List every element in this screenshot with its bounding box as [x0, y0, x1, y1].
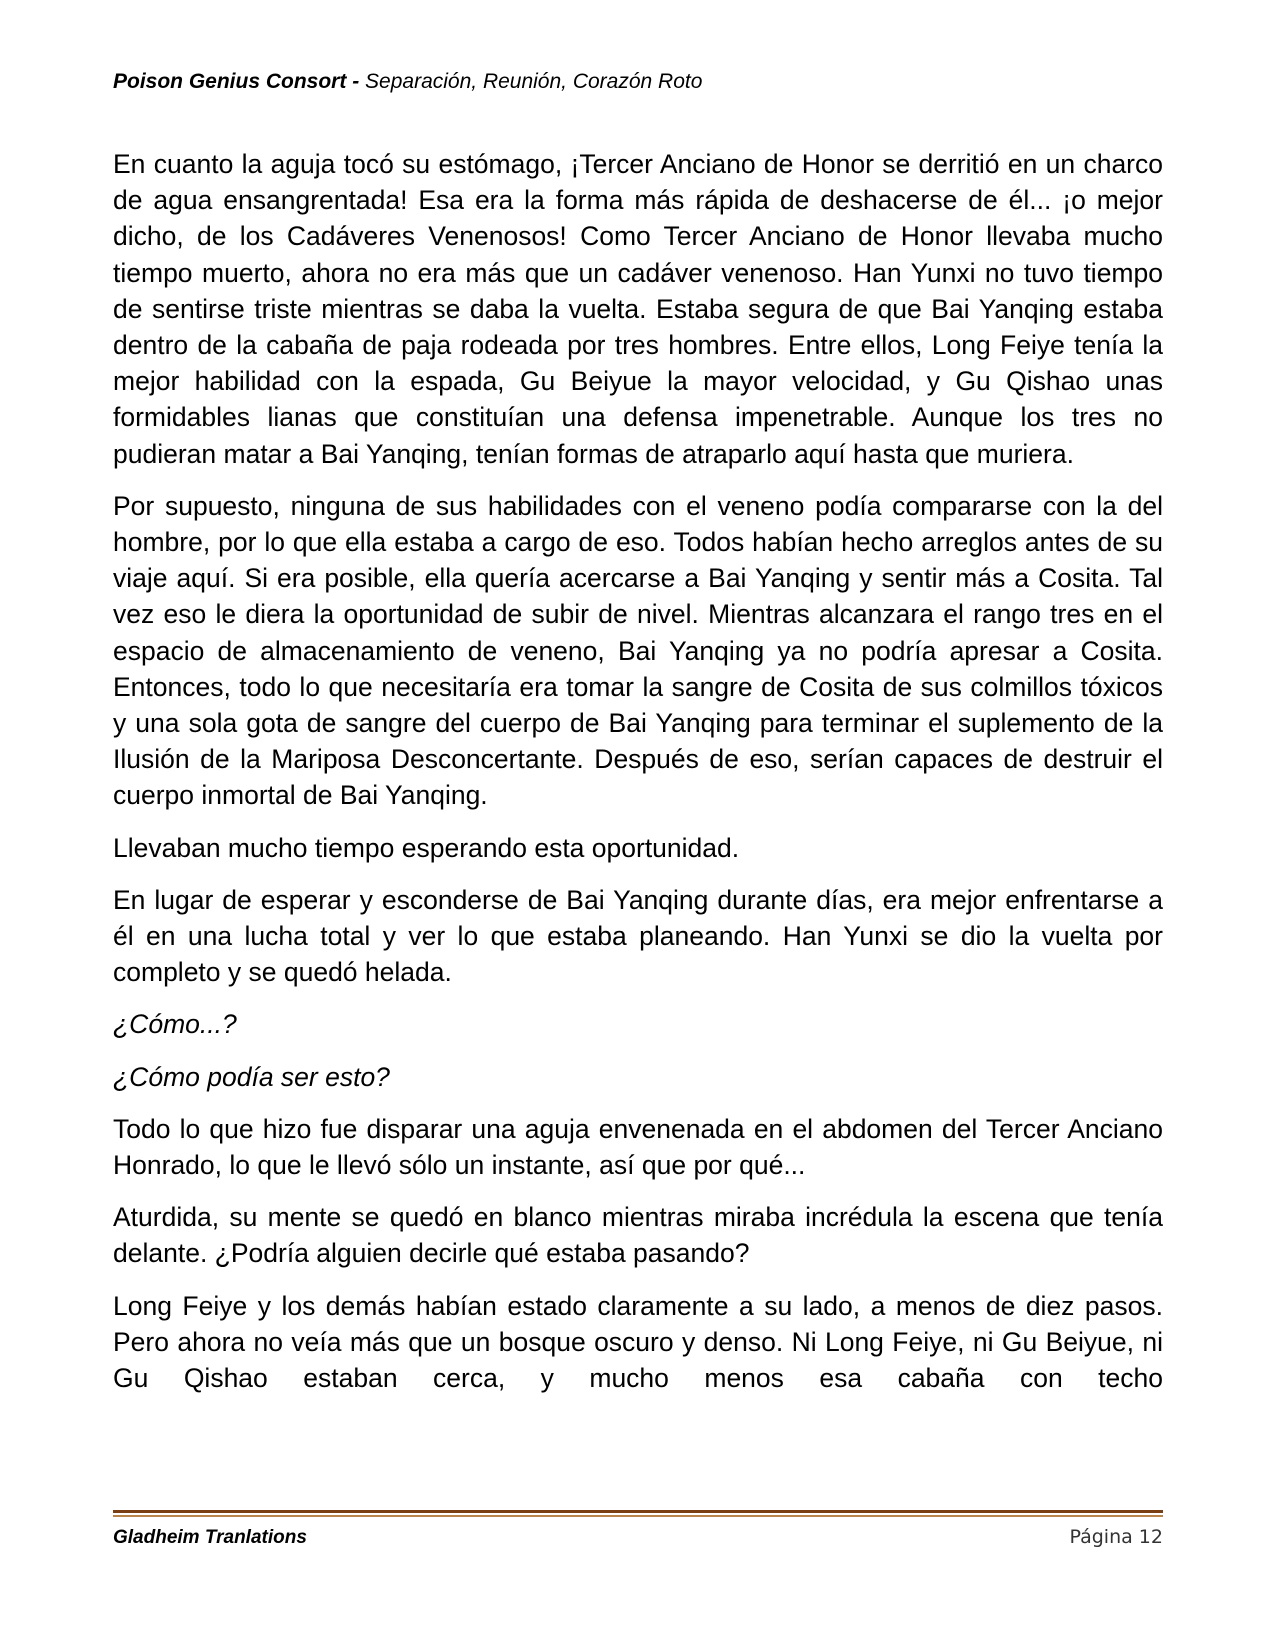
- header-separator: -: [346, 70, 366, 93]
- paragraph: En cuanto la aguja tocó su estómago, ¡Tercer Anciano de Honor se derritió en un charco de agua ensangrentada! Esa era la forma más rápida de deshacerse de él... ¡o mejor dicho, de los Cadáveres Venenosos! Como Tercer Anciano de Honor llevaba mucho tiempo muerto, ahora no era más que un cadáver venenoso. Han Yunxi no tuvo tiempo de sentirse triste mientras se daba la vuelta. Estaba segura de que Bai Yanqing estaba dentro de la cabaña de paja rodeada por tres hombres. Entre ellos, Long Feiye tenía la mejor habilidad con la espada, Gu Beiyue la mayor velocidad, y Gu Qishao unas formidables lianas que constituían una defensa impenetrable. Aunque los tres no pudieran matar a Bai Yanqing, tenían formas de atraparlo aquí hasta que muriera.: [113, 149, 1163, 469]
- book-title: Poison Genius Consort: [113, 70, 347, 93]
- page-footer: [113, 1526, 1163, 1549]
- footer-brand: Gladheim Tranlations: [113, 1527, 307, 1548]
- page-header: [113, 70, 1163, 94]
- paragraph: Por supuesto, ninguna de sus habilidades con el veneno podía compararse con la del hombre, por lo que ella estaba a cargo de eso. Todos habían hecho arreglos antes de su viaje aquí. Si era posible, ella quería acercarse a Bai Yanqing y sentir más a Cosita. Tal vez eso le diera la oportunidad de subir de nivel. Mientras alcanzara el rango tres en el espacio de almacenamiento de veneno, Bai Yanqing ya no podría apresar a Cosita. Entonces, todo lo que necesitaría era tomar la sangre de Cosita de sus colmillos tóxicos y una sola gota de sangre del cuerpo de Bai Yanqing para terminar el suplemento de la Ilusión de la Mariposa Desconcertante. Después de eso, serían capaces de destruir el cuerpo inmortal de Bai Yanqing.: [113, 490, 1163, 811]
- paragraph: Long Feiye y los demás habían estado claramente a su lado, a menos de diez pasos. Pero ahora no veía más que un bosque oscuro y denso. Ni Long Feiye, ni Gu Beiyue, ni Gu Qishao estaban cerca, y mucho menos esa cabaña con techo: [113, 1290, 1163, 1394]
- chapter-title: Separación, Reunión, Corazón Roto: [365, 70, 703, 93]
- footer-divider: [113, 1510, 1163, 1517]
- paragraph: Todo lo que hizo fue disparar una aguja envenenada en el abdomen del Tercer Anciano Honrado, lo que le llevó sólo un instante, así que por qué...: [113, 1113, 1163, 1181]
- paragraph: En lugar de esperar y esconderse de Bai Yanqing durante días, era mejor enfrentarse a él en una lucha total y ver lo que estaba planeando. Han Yunxi se dio la vuelta por completo y se quedó helada.: [113, 884, 1163, 988]
- page-number: Página 12: [1069, 1526, 1163, 1548]
- italic-paragraph: ¿Cómo...?: [113, 1009, 237, 1040]
- body-text: [113, 146, 1163, 1412]
- paragraph: Aturdida, su mente se quedó en blanco mientras miraba incrédula la escena que tenía delante. ¿Podría alguien decirle qué estaba pasando?: [113, 1202, 1163, 1269]
- italic-paragraph: ¿Cómo podía ser esto?: [113, 1061, 390, 1092]
- paragraph: Llevaban mucho tiempo esperando esta oportunidad.: [113, 832, 740, 863]
